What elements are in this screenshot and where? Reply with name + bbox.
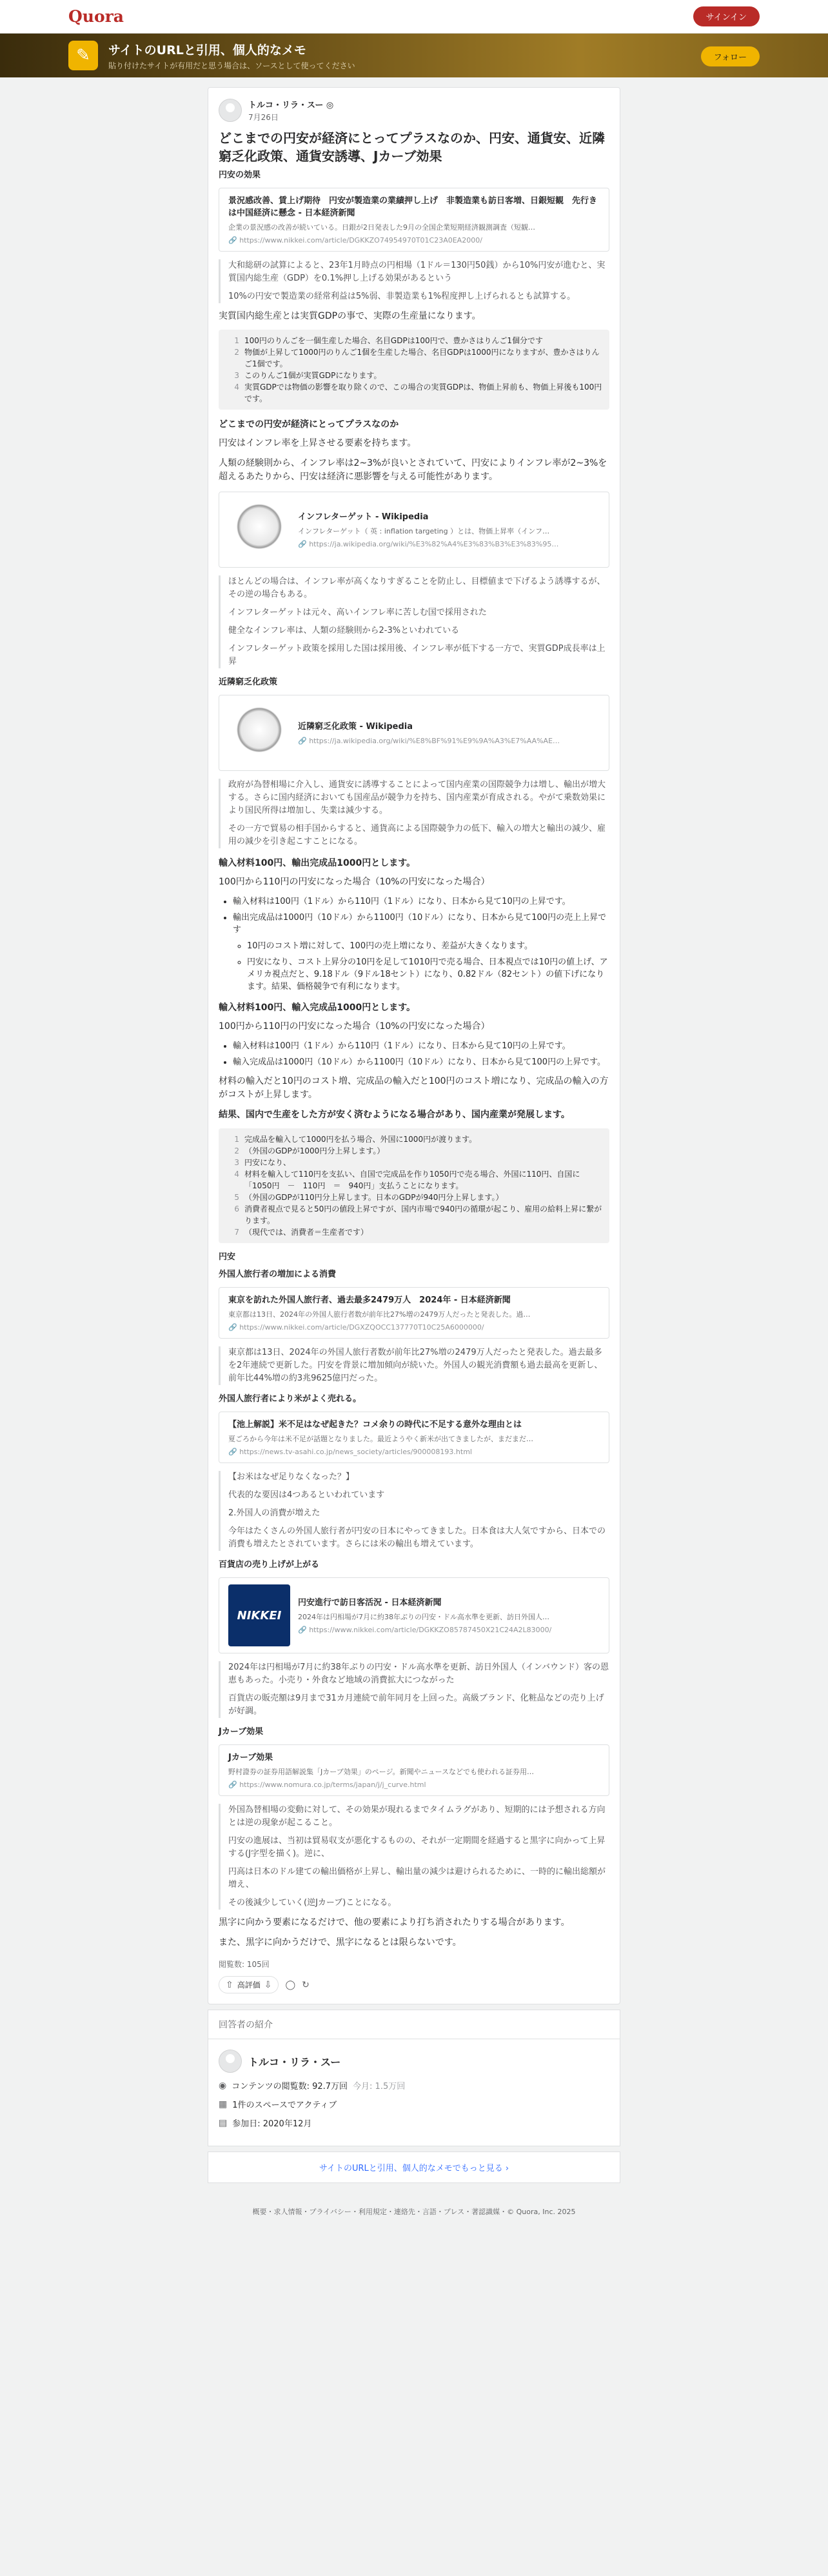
paragraph: 円安はインフレ率を上昇させる要素を持ちます。 <box>219 438 417 448</box>
eye-icon: ◉ <box>219 2080 227 2091</box>
profile-header: 回答者の紹介 <box>208 2010 620 2039</box>
section-dept: 百貨店の売り上げが上がる <box>219 1560 320 1570</box>
list-item: • 輸入完成品は1000円（10ドル）から1100円（10ドル）になり、日本から見て100円の上昇です。 <box>233 1056 609 1068</box>
profile-joined: 参加日: 2020年12月 <box>232 2119 312 2129</box>
link-url: 🔗 https://www.nikkei.com/article/DGXZQOCC137770T10C25A6000000/ <box>228 1323 484 1332</box>
list-item: • 輸入材料は100円（1ドル）から110円（1ドル）になり、日本から見て10円の上昇です。 <box>233 895 609 908</box>
link-url: 🔗 https://www.nomura.co.jp/terms/japan/j/j_curve.html <box>228 1781 426 1789</box>
nikkei-thumbnail: NIKKEI <box>228 1584 290 1646</box>
footer[interactable]: 概要・求人情報・プライバシー・利用規定・連絡先・言語・プレス・著認識媒・© Quora, Inc. 2025 <box>252 2208 576 2216</box>
link-url: 🔗 https://www.nikkei.com/article/DGKKZO85787450X21C24A2L83000/ <box>298 1626 552 1634</box>
list-item: ◦ 10円のコスト増に対して、100円の売上増になり、差益が大きくなります。 <box>247 940 609 952</box>
link-title: 【池上解説】米不足はなぜ起きた？コメ余りの時代に不足する意外な理由とは <box>228 1420 522 1430</box>
list-item: 輸出完成品は1000円（10ドル）から1100円（10ドル）になり、日本から見て100円の売上上昇です <box>233 913 607 935</box>
heading: 輸入材料100円、輸入完成品1000円とします。 <box>219 1003 416 1013</box>
upvote-icon: ⇧ <box>226 1979 233 1990</box>
link-title: 近隣窮乏化政策 - Wikipedia <box>298 722 413 732</box>
link-card[interactable] <box>219 492 609 568</box>
link-desc: 企業の景況感の改善が続いている。日銀が2日発表した9月の全国企業短期経済観測調査（短観… <box>228 223 535 232</box>
link-desc: 2024年は円相場が7月に約38年ぶりの円安・ドル高水準を更新、訪日外国人… <box>298 1613 549 1621</box>
link-title: インフレターゲット - Wikipedia <box>298 512 429 522</box>
link-title: 円安進行で訪日客活況 - 日本経済新聞 <box>298 1598 442 1608</box>
list-item: ◦ 円安になり、コスト上昇分の10円を足して1010円で売る場合、日本視点では10円の値上げ、アメリカ視点だと、9.18ドル（9ドル18セント）になり、0.82ドル（82セント）の値下げになります。結果、価格競争で有利になります。 <box>247 956 609 993</box>
paragraph: 黒字に向かう要素になるだけで、他の要素により打ち消されたりする場合があります。 <box>219 1917 570 1928</box>
link-card[interactable] <box>219 1744 609 1796</box>
code-block: 1 100円のりんごを一個生産した場合、名目GDPは100円で、豊かさはりんご1個分です 2 物価が上昇して1000円のりんご1個を生産した場合、名目GDPは1000円になりますが、豊かさはりんご1個です。 3 このりんご1個が実質GDPになります。 4 実質GDPでは物価の影響を取り除くので、この場合の実質GDPは、物価上昇前も、物価上昇後も100円です。 <box>219 330 609 410</box>
paragraph: 100円から110円の円安になった場合（10%の円安になった場合） <box>219 877 490 887</box>
question-title[interactable]: どこまでの円安が経済にとってプラスなのか、円安、通貨安、近隣窮乏化政策、通貨安誘導、Jカーブ効果 <box>219 130 605 164</box>
section-effect: 円安の効果 <box>219 170 261 180</box>
link-desc: インフレターゲット（ 英 : inflation targeting ）とは、物価上昇率（インフ… <box>298 527 550 535</box>
link-desc: 野村證券の証券用語解説集「Jカーブ効果」のページ。新聞やニュースなどでも使われる証券用… <box>228 1768 535 1776</box>
link-title: 東京を訪れた外国人旅行者、過去最多2479万人 2024年 - 日本経済新聞 <box>228 1295 511 1305</box>
paragraph: 材料の輸入だと10円のコスト増、完成品の輸入だと100円のコスト増になり、完成品の輸入の方がコストが上昇します。 <box>219 1076 609 1100</box>
link-card[interactable] <box>219 188 609 252</box>
view-count: 閲覧数: 105回 <box>219 1960 270 1969</box>
comment-icon[interactable]: ◯ <box>285 1979 296 1990</box>
profile-spaces: 1件のスペースでアクティブ <box>232 2101 337 2110</box>
link-title: Jカーブ効果 <box>228 1753 273 1762</box>
blockquote: 政府が為替相場に介入し、通貨安に誘導することによって国内産業の国際競争力は増し、輸出が増大する。さらに国内経済においても国産品が競争力を持ち、国内産業が育成される。やがて乗数効果により国民所得は増加し、失業は減少する。 その一方で貿易の相手国からすると、通貨高による国際競争力の低下、輸入の増大と輸出の減少、雇用の減少を引き起こすことになる。 <box>219 779 609 848</box>
profile-name[interactable]: トルコ・リラ・スー <box>248 2055 341 2068</box>
link-icon: 🔗 <box>298 1626 307 1634</box>
avatar[interactable] <box>219 99 242 122</box>
paragraph: 100円から110円の円安になった場合（10%の円安になった場合） <box>219 1021 490 1032</box>
space-banner <box>0 34 828 77</box>
link-url: 🔗 https://news.tv-asahi.co.jp/news_society/articles/900008193.html <box>228 1448 472 1456</box>
verified-icon: ◎ <box>326 101 334 110</box>
section-beggar: 近隣窮乏化政策 <box>219 677 278 687</box>
list-item: • 輸入材料は100円（1ドル）から110円（1ドル）になり、日本から見て10円の上昇です。 <box>233 1040 609 1052</box>
author-name[interactable]: トルコ・リラ・スー ◎ <box>248 101 334 110</box>
paragraph: 実質国内総生産とは実質GDPの事で、実際の生産量になります。 <box>219 311 481 321</box>
link-icon: 🔗 <box>228 1448 237 1456</box>
heading: どこまでの円安が経済にとってプラスなのか <box>219 419 399 430</box>
profile-views: コンテンツの閲覧数: 92.7万回 <box>232 2082 348 2092</box>
share-icon[interactable]: ↻ <box>302 1979 310 1990</box>
profile-views-month: 今月: 1.5万回 <box>353 2082 406 2092</box>
paragraph: 人類の経験則から、インフレ率は2~3%が良いとされていて、円安によりインフレ率が2~3%を超えるあたりから、円安は経済に悪影響を与える可能性があります。 <box>219 458 607 482</box>
calendar-icon: ▤ <box>219 2117 228 2128</box>
link-card[interactable] <box>219 1412 609 1463</box>
spaces-icon: ▦ <box>219 2099 228 2110</box>
link-card[interactable] <box>219 1577 609 1653</box>
action-bar <box>219 1976 609 1993</box>
heading: 輸入材料100円、輸出完成品1000円とします。 <box>219 858 416 868</box>
downvote-icon: ⇩ <box>264 1979 272 1990</box>
section-rice: 外国人旅行者により米がよく売れる。 <box>219 1394 362 1404</box>
upvote-button[interactable]: ⇧ 高評価 ⇩ <box>219 1976 279 1993</box>
signin-button[interactable]: サインイン <box>693 6 760 26</box>
link-card[interactable] <box>219 1287 609 1339</box>
blockquote: 東京都は13日、2024年の外国人旅行者数が前年比27%増の2479万人だったと発表した。過去最多を2年連続で更新した。円安を背景に増加傾向が続いた。外国人の観光消費額も過去最高を更新し、前年比44%増の約3兆9625億円だった。 <box>219 1346 609 1385</box>
space-icon: ✎ <box>68 41 98 70</box>
paragraph: 結果、国内で生産をした方が安く済むようになる場合があり、国内産業が発展します。 <box>219 1110 570 1120</box>
bullet-list <box>233 1040 609 1068</box>
section-tourist: 外国人旅行者の増加による消費 <box>219 1270 337 1279</box>
blockquote: 2024年は円相場が7月に約38年ぶりの円安・ドル高水準を更新、訪日外国人（インバウンド）客の恩恵もあった。小売り・外食など地域の消費拡大につながった 百貨店の販売額は9月まで31カ月連続で前年同月を上回った。高級ブランド、化粧品などの売り上げが好調。 <box>219 1661 609 1718</box>
blockquote <box>219 259 609 303</box>
post-date: 7月26日 <box>248 113 279 122</box>
top-bar <box>0 0 828 34</box>
link-icon: 🔗 <box>228 236 237 245</box>
quote-text: 10%の円安で製造業の経常利益は5%弱、非製造業も1%程度押し上げられるとも試算する。 <box>228 292 576 301</box>
space-title[interactable]: サイトのURLと引用、個人的なメモ <box>108 43 306 57</box>
link-card[interactable] <box>219 695 609 771</box>
avatar[interactable] <box>219 2050 242 2073</box>
wikipedia-logo-icon <box>228 499 290 561</box>
link-url: 🔗 https://ja.wikipedia.org/wiki/%E3%82%A4%E3%83%B3%E3%83%95… <box>298 540 559 548</box>
bullet-list <box>233 895 609 993</box>
section-yen: 円安 <box>219 1252 236 1262</box>
quora-logo[interactable]: Quora <box>68 7 124 26</box>
answer-card <box>208 87 620 2004</box>
link-icon: 🔗 <box>228 1781 237 1789</box>
paragraph: また、黒字に向かうだけで、黒字になるとは限らないです。 <box>219 1937 462 1948</box>
profile-card <box>208 2039 620 2146</box>
code-block: 1 完成品を輸入して1000円を払う場合、外国に1000円が渡ります。 2 （外国のGDPが1000円分上昇します。） 3 円安になり、 4 材料を輸入して110円を支払い、自国で完成品を作り1050円で売る場合、外国に110円、自国に「1050円 － 110円 ＝ 940円」支払うことになります。 5 （外国のGDPが110円分上昇します。日本のGDPが940円分上昇します。） 6 消費者視点で見ると50円の値段上昇ですが、国内市場で940円の循環が起こり、雇用の給料上昇に繋がります。 7 （現代では、消費者＝生産者です） <box>219 1128 609 1243</box>
link-icon: 🔗 <box>298 737 307 745</box>
link-url: 🔗 https://www.nikkei.com/article/DGKKZO74954970T01C23A0EA2000/ <box>228 236 482 245</box>
blockquote: 【お米はなぜ足りなくなった？】 代表的な要因は4つあるといわれています 2.外国人の消費が増えた 今年はたくさんの外国人旅行者が円安の日本にやってきました。日本食は大人気ですから、日本での消費も増えたとされています。さらには米の輸出も増えています。 <box>219 1471 609 1551</box>
link-icon: 🔗 <box>298 540 307 548</box>
space-subtitle: 貼り付けたサイトが有用だと思う場合は、ソースとして使ってください <box>108 61 355 70</box>
blockquote: 外国為替相場の変動に対して、その効果が現れるまでタイムラグがあり、短期的には予想される方向とは逆の現象が起こること。 円安の進展は、当初は貿易収支が悪化するものの、それが一定期間を経過すると黒字に向かって上昇する(J字型を描く)。逆に、 円高は日本のドル建ての輸出価格が上昇し、輸出量の減少は避けられるために、一時的に輸出総額が増え、 その後減少していく(逆Jカーブ)ことになる。 <box>219 1804 609 1910</box>
link-icon: 🔗 <box>228 1323 237 1332</box>
quote-text: 大和総研の試算によると、23年1月時点の円相場（1ドル＝130円50銭）から10%円安が進むと、実質国内総生産（GDP）を0.1%押し上げる効果があるという <box>228 261 606 283</box>
link-desc: 夏ごろから今年は米不足が話題となりました。最近ようやく新米が出てきましたが、まだまだ… <box>228 1435 533 1443</box>
link-desc: 東京都は13日、2024年の外国人旅行者数が前年比27%増の2479万人だったと発表した。過… <box>228 1310 531 1319</box>
blockquote: ほとんどの場合は、インフレ率が高くなりすぎることを防止し、目標値まで下げるよう誘導するが、その逆の場合もある。 インフレターゲットは元々、高いインフレ率に苦しむ国で採用された 健全なインフレ率は、人類の経験則から2-3%といわれている インフレターゲット政策を採用した国は採用後、インフレ率が低下する一方で、実質GDP成長率は上昇 <box>219 575 609 668</box>
follow-button[interactable]: フォロー <box>701 46 760 66</box>
link-title: 景況感改善、賃上げ期待 円安が製造業の業績押し上げ 非製造業も訪日客増、日銀短観 先行きは中国経済に懸念 - 日本経済新聞 <box>228 196 598 218</box>
more-link[interactable]: サイトのURLと引用、個人的なメモでもっと見る › <box>208 2152 620 2183</box>
wikipedia-logo-icon <box>228 702 290 764</box>
link-url: 🔗 https://ja.wikipedia.org/wiki/%E8%BF%91%E9%9A%A3%E7%AA%AE… <box>298 737 560 745</box>
section-jcurve: Jカーブ効果 <box>219 1727 264 1737</box>
